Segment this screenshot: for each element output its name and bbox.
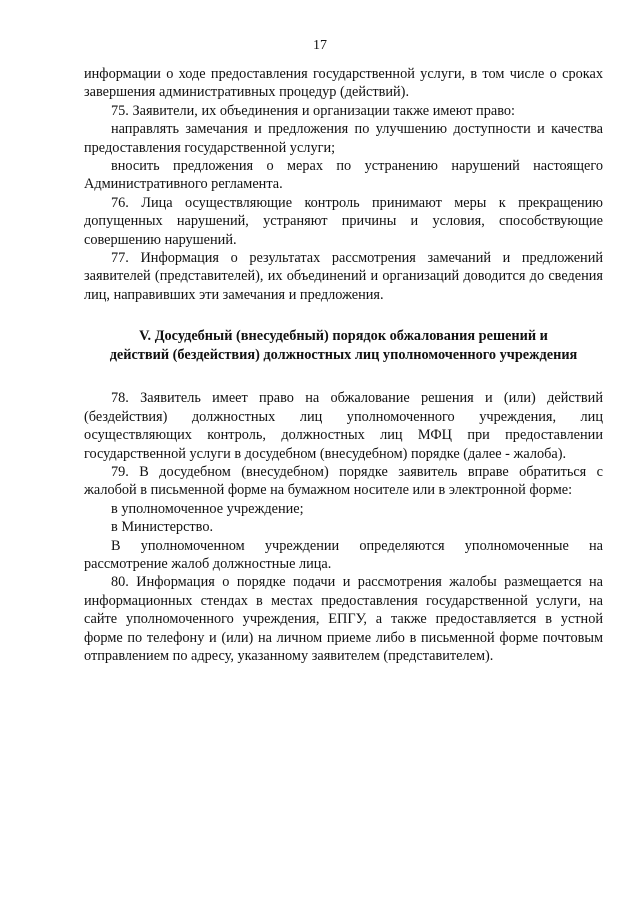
paragraph-79-note: В уполномоченном учреждении определяются уполномоченные на рассмотрение жалоб должностные лица. (84, 537, 603, 572)
page-number: 17 (313, 38, 327, 53)
paragraph-75: 75. Заявители, их объединения и организации также имеют право: (111, 102, 515, 119)
section-heading-line-1: V. Досудебный (внесудебный) порядок обжалования решений и (139, 328, 548, 345)
paragraph-75-item-1: направлять замечания и предложения по улучшению доступности и качества предоставления государственной услуги; (84, 121, 603, 156)
paragraph-77: 77. Информация о результатах рассмотрения замечаний и предложений заявителей (представителей), их объединений и организаций доводится до сведения лиц, направивших эти замечания и предложения. (84, 250, 603, 303)
paragraph-79-item-1: в уполномоченное учреждение; (111, 500, 304, 517)
paragraph-continuation: информации о ходе предоставления государственной услуги, в том числе о сроках завершения административных процедур (действий). (84, 66, 603, 101)
paragraph-79-item-2: в Министерство. (111, 519, 214, 536)
paragraph-75-item-2: вносить предложения о мерах по устранению нарушений настоящего Административного регламента. (84, 158, 603, 193)
paragraph-76: 76. Лица осуществляющие контроль принимают меры к прекращению допущенных нарушений, устраняют причины и условия, способствующие совершению нарушений. (84, 194, 603, 248)
paragraph-78: 78. Заявитель имеет право на обжалование решения и (или) действий (бездействия) должностных лиц уполномоченного учреждения, лиц осуществляющих контроль, должностных лиц МФЦ при предоставлении государственной услуги в досудебном (внесудебном) порядке (далее - жалоба). (84, 390, 603, 462)
document-body (84, 65, 603, 665)
paragraph-79: 79. В досудебном (внесудебном) порядке заявитель вправе обратиться с жалобой в письменной форме на бумажном носителе или в электронной форме: (84, 463, 603, 499)
paragraph-80: 80. Информация о порядке подачи и рассмотрения жалобы размещается на информационных стендах в местах предоставления государственной услуги, на сайте уполномоченного учреждения, ЕПГУ, а также предоставляется в устной форме по телефону и (или) на личном приеме либо в письменной форме почтовым отправлением по адресу, указанному заявителем (представителем). (84, 574, 603, 664)
section-heading-line-2: действий (бездействия) должностных лиц уполномоченного учреждения (109, 347, 578, 364)
section-heading (84, 327, 603, 365)
